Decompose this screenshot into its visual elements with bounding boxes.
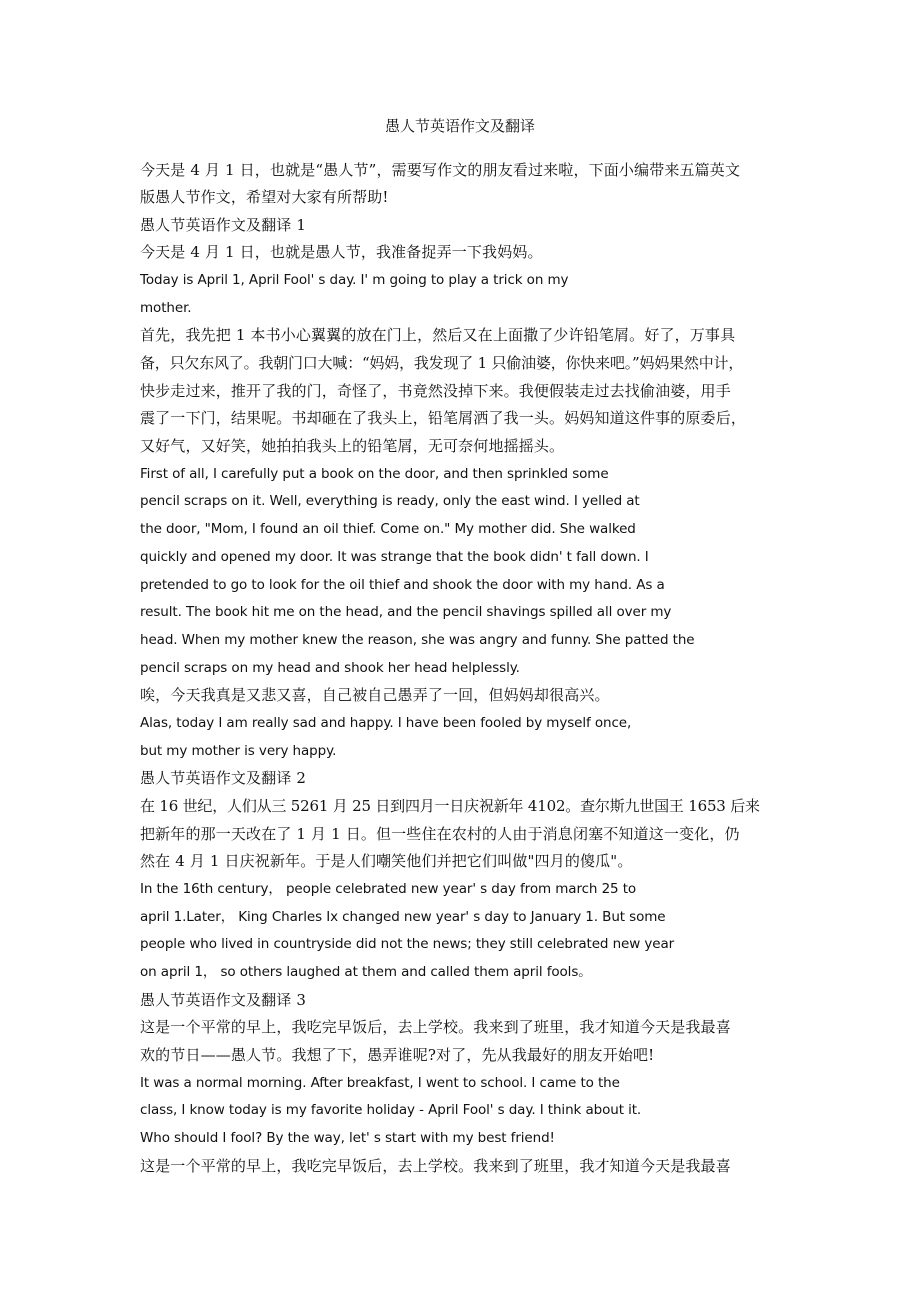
paragraph-line: 震了一下门，结果呢。书却砸在了我头上，铅笔屑洒了我一头。妈妈知道这件事的原委后， bbox=[140, 409, 747, 427]
paragraph-line: 这是一个平常的早上，我吃完早饭后，去上学校。我来到了班里，我才知道今天是我最喜 bbox=[140, 1157, 731, 1175]
paragraph-line: people who lived in countryside did not the news; they still celebrated new year bbox=[140, 936, 675, 952]
paragraph-line: pretended to go to look for the oil thief and shook the door with my hand. As a bbox=[140, 577, 665, 593]
paragraph-line: result. The book hit me on the head, and the pencil shavings spilled all over my bbox=[140, 604, 672, 620]
paragraph-line: 版愚人节作文，希望对大家有所帮助! bbox=[140, 188, 389, 206]
paragraph-line: 唉，今天我真是又悲又喜，自己被自己愚弄了一回，但妈妈却很高兴。 bbox=[140, 686, 610, 704]
paragraph-line: 备，只欠东风了。我朝门口大喊：“妈妈，我发现了 1 只偷油婆，你快来吧。”妈妈果然中计， bbox=[140, 354, 744, 372]
paragraph-line: Today is April 1, April Fool' s day. I' m going to play a trick on my bbox=[140, 272, 569, 288]
paragraph-line: Alas, today I am really sad and happy. I have been fooled by myself once, bbox=[140, 715, 632, 731]
paragraph-line: First of all, I carefully put a book on the door, and then sprinkled some bbox=[140, 466, 609, 482]
paragraph-line: It was a normal morning. After breakfast, I went to school. I came to the bbox=[140, 1075, 620, 1091]
paragraph-line: 首先，我先把 1 本书小心翼翼的放在门上，然后又在上面撒了少许铅笔屑。好了，万事具 bbox=[140, 326, 736, 344]
paragraph-line: 快步走过来，推开了我的门，奇怪了，书竟然没掉下来。我便假装走过去找偷油婆，用手 bbox=[140, 382, 731, 400]
paragraph-line: 今天是 4 月 1 日，也就是愚人节，我准备捉弄一下我妈妈。 bbox=[140, 243, 543, 261]
paragraph-line: mother. bbox=[140, 300, 192, 316]
paragraph-line: on april 1， so others laughed at them and called them april fools。 bbox=[140, 964, 592, 980]
paragraph-line: head. When my mother knew the reason, she was angry and funny. She patted the bbox=[140, 632, 695, 648]
paragraph-line: 今天是 4 月 1 日，也就是“愚人节”，需要写作文的朋友看过来啦，下面小编带来五篇英文 bbox=[140, 161, 741, 179]
document-title: 愚人节英语作文及翻译 bbox=[384, 117, 535, 135]
section-heading: 愚人节英语作文及翻译 3 bbox=[140, 991, 307, 1009]
paragraph-line: april 1.Later， King Charles Ix changed new year' s day to January 1. But some bbox=[140, 909, 666, 925]
paragraph-line: 欢的节日——愚人节。我想了下，愚弄谁呢?对了，先从我最好的朋友开始吧! bbox=[140, 1046, 655, 1064]
paragraph-line: pencil scraps on it. Well, everything is ready, only the east wind. I yelled at bbox=[140, 493, 640, 509]
section-heading: 愚人节英语作文及翻译 1 bbox=[140, 216, 307, 234]
paragraph-line: 把新年的那一天改在了 1 月 1 日。但一些住在农村的人由于消息闭塞不知道这一变化，仍 bbox=[140, 825, 740, 843]
paragraph-line: but my mother is very happy. bbox=[140, 743, 337, 759]
paragraph-line: quickly and opened my door. It was strange that the book didn' t fall down. I bbox=[140, 549, 649, 565]
paragraph-line: class, I know today is my favorite holiday - April Fool' s day. I think about it. bbox=[140, 1102, 642, 1118]
paragraph-line: 又好气，又好笑，她拍拍我头上的铅笔屑，无可奈何地摇摇头。 bbox=[140, 437, 565, 455]
paragraph-line: 这是一个平常的早上，我吃完早饭后，去上学校。我来到了班里，我才知道今天是我最喜 bbox=[140, 1018, 731, 1036]
paragraph-line: In the 16th century， people celebrated new year' s day from march 25 to bbox=[140, 881, 637, 897]
paragraph-line: Who should I fool? By the way, let' s start with my best friend! bbox=[140, 1130, 555, 1146]
section-heading: 愚人节英语作文及翻译 2 bbox=[140, 769, 307, 787]
paragraph-line: pencil scraps on my head and shook her head helplessly. bbox=[140, 660, 520, 676]
paragraph-line: the door, "Mom, I found an oil thief. Come on." My mother did. She walked bbox=[140, 521, 636, 537]
paragraph-line: 然在 4 月 1 日庆祝新年。于是人们嘲笑他们并把它们叫做"四月的傻瓜"。 bbox=[140, 852, 633, 870]
paragraph-line: 在 16 世纪，人们从三 5261 月 25 日到四月一日庆祝新年 4102。查尔斯九世国王 1653 后来 bbox=[140, 797, 760, 815]
